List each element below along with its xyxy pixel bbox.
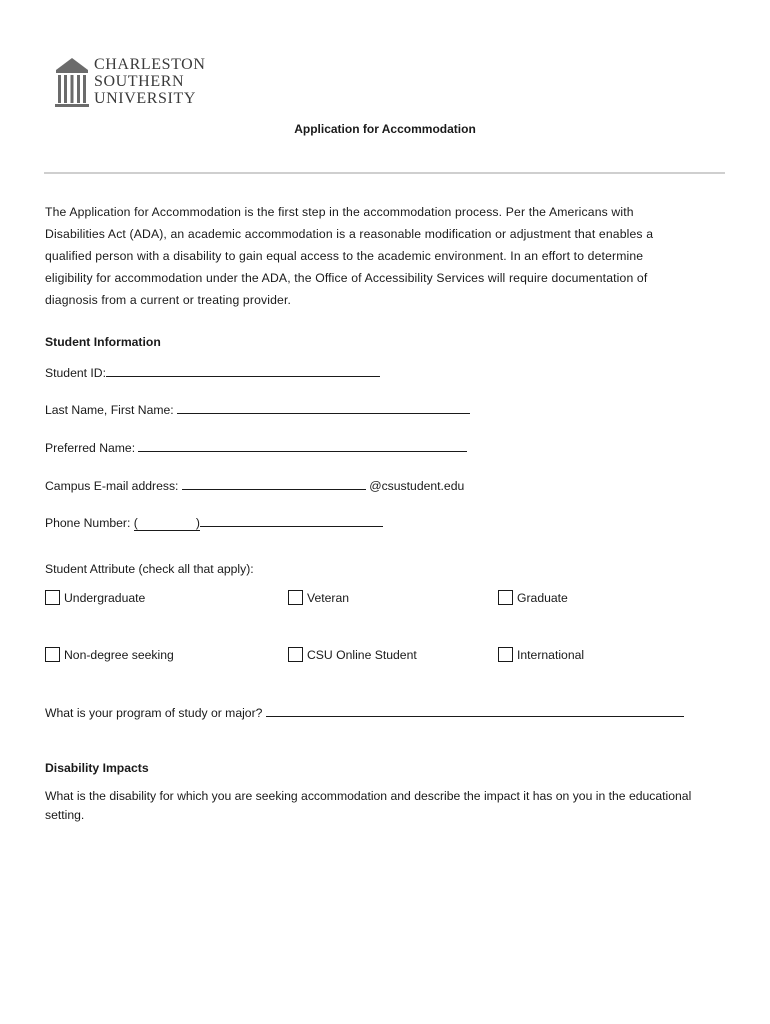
page-title: Application for Accommodation	[294, 122, 476, 136]
disability-question: What is the disability for which you are seeking accommodation and describe the impact it has on you in the educational setting.	[45, 789, 692, 822]
name-row	[45, 401, 470, 417]
program-label: What is your program of study or major?	[45, 706, 263, 720]
attribute-prompt: Student Attribute (check all that apply):	[45, 562, 254, 576]
checkbox-csu-online[interactable]	[288, 647, 417, 662]
student-id-label: Student ID:	[45, 366, 106, 380]
checkbox-undergraduate[interactable]	[45, 590, 145, 605]
phone-field[interactable]	[200, 514, 383, 527]
preferred-name-field[interactable]	[138, 439, 467, 452]
checkbox-box[interactable]	[45, 590, 60, 605]
disability-heading: Disability Impacts	[45, 761, 149, 775]
phone-label: Phone Number:	[45, 516, 131, 530]
csu-logo	[54, 56, 224, 112]
email-row	[45, 477, 464, 493]
checkbox-label: Non-degree seeking	[64, 648, 174, 662]
checkbox-non-degree[interactable]	[45, 647, 174, 662]
intro-paragraph: The Application for Accommodation is the first step in the accommodation process. Per the Americans with Disabilities Act (ADA), an academic accommodation is a reasonable modification or adjustment that enables a qualified person with a disability to gain equal access to the academic environment. In an effort to determine eligibility for accommodation under the ADA, the Office of Accessibility Services will require documentation of diagnosis from a current or treating provider.	[45, 205, 654, 307]
checkbox-veteran[interactable]	[288, 590, 349, 605]
header-divider	[44, 172, 725, 174]
program-row	[45, 704, 684, 720]
checkbox-box[interactable]	[498, 590, 513, 605]
checkbox-box[interactable]	[288, 647, 303, 662]
checkbox-label: CSU Online Student	[307, 648, 417, 662]
name-field[interactable]	[177, 401, 470, 414]
name-label: Last Name, First Name:	[45, 403, 174, 417]
checkbox-label: International	[517, 648, 585, 662]
preferred-name-row	[45, 439, 467, 455]
checkbox-international[interactable]	[498, 647, 584, 662]
student-info-heading: Student Information	[45, 335, 161, 349]
checkbox-box[interactable]	[498, 647, 513, 662]
logo-wordmark: CHARLESTON SOUTHERN UNIVERSITY	[94, 56, 206, 107]
phone-row	[45, 514, 383, 530]
checkbox-label: Veteran	[307, 591, 350, 605]
program-field[interactable]	[266, 704, 684, 717]
university-building-icon	[54, 56, 90, 110]
student-id-row	[45, 364, 380, 380]
email-label: Campus E-mail address:	[45, 479, 179, 493]
checkbox-graduate[interactable]	[498, 590, 568, 605]
checkbox-label: Graduate	[517, 591, 568, 605]
checkbox-box[interactable]	[45, 647, 60, 662]
email-field[interactable]	[182, 477, 366, 490]
area-code-field[interactable]: ( )	[133, 516, 200, 530]
checkbox-box[interactable]	[288, 590, 303, 605]
checkbox-label: Undergraduate	[64, 591, 146, 605]
preferred-name-label: Preferred Name:	[45, 441, 136, 455]
student-id-field[interactable]	[106, 364, 380, 377]
email-suffix: @csustudent.edu	[369, 479, 465, 493]
